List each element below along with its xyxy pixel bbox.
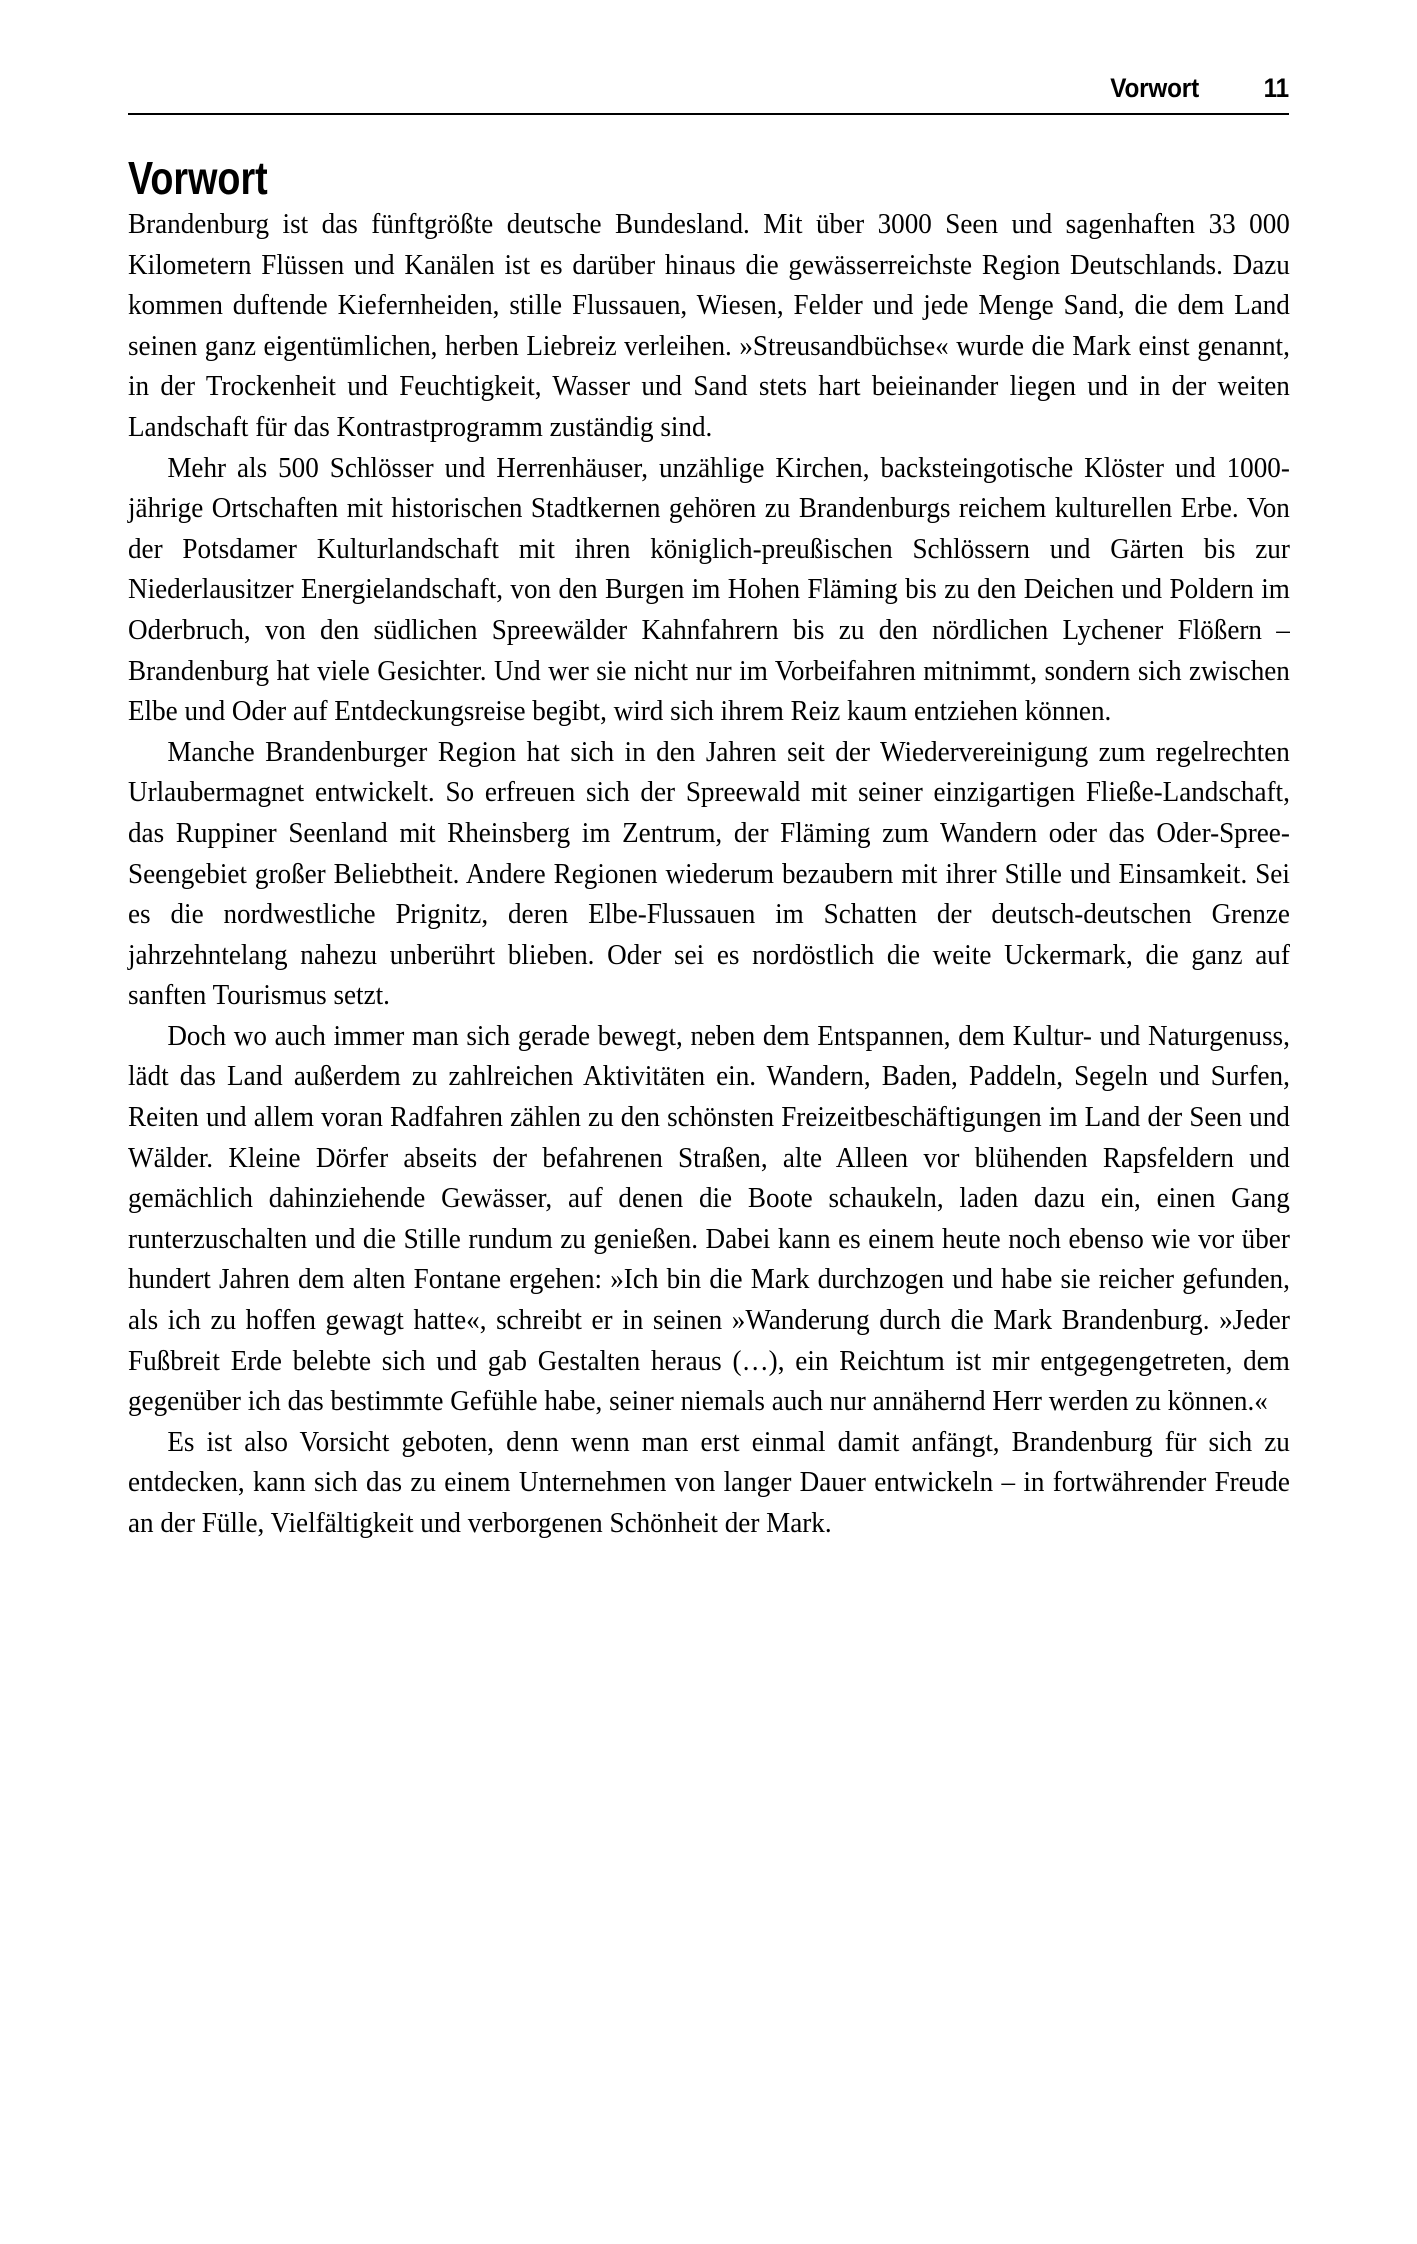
paragraph: Brandenburg ist das fünftgrößte deutsche Bundesland. Mit über 3000 Seen und sagenhaften 33 000 Kilometern Flüssen und Kanälen ist es darüber hinaus die gewässerreichste Region Deutschlands. Dazu kommen duftende Kiefernheiden, stille Flussauen, Wiesen, Felder und jede Menge Sand, die dem Land seinen ganz eigentümlichen, herben Liebreiz verleihen. »Streusandbüchse« wurde die Mark einst genannt, in der Trockenheit und Feuchtigkeit, Wasser und Sand stets hart beieinander liegen und in der weiten Landschaft für das Kontrastprogramm zuständig sind. <box>128 209 1290 443</box>
body-text-column <box>128 205 1290 1545</box>
running-head <box>244 60 1289 104</box>
paragraph: Mehr als 500 Schlösser und Herrenhäuser, unzählige Kirchen, backsteingotische Klöster und 1000-jährige Ortschaften mit historischen Stadtkernen gehören zu Brandenburgs reichem kulturellen Erbe. Von der Potsdamer Kulturlandschaft mit ihren königlich-preußischen Schlössern und Gärten bis zur Niederlausitzer Energielandschaft, von den Burgen im Hohen Fläming bis zu den Deichen und Poldern im Oderbruch, von den südlichen Spreewälder Kahnfahrern bis zu den nördlichen Lychener Flößern – Brandenburg hat viele Gesichter. Und wer sie nicht nur im Vorbeifahren mitnimmt, sondern sich zwischen Elbe und Oder auf Entdeckungsreise begibt, wird sich ihrem Reiz kaum entziehen können. <box>128 452 1290 728</box>
paragraph: Doch wo auch immer man sich gerade bewegt, neben dem Entspannen, dem Kultur- und Naturgenuss, lädt das Land außerdem zu zahlreichen Aktivitäten ein. Wandern, Baden, Paddeln, Segeln und Surfen, Reiten und allem voran Radfahren zählen zu den schönsten Freizeitbeschäftigungen im Land der Seen und Wälder. Kleine Dörfer abseits der befahrenen Straßen, alte Alleen vor blühenden Rapsfeldern und gemächlich dahinziehende Gewässer, auf denen die Boote schaukeln, laden dazu ein, einen Gang runterzuschalten und die Stille rundum zu genießen. Dabei kann es einem heute noch ebenso wie vor über hundert Jahren dem alten Fontane ergehen: »Ich bin die Mark durchzogen und habe sie reicher gefunden, als ich zu hoffen gewagt hatte«, schreibt er in seinen »Wanderung durch die Mark Brandenburg. »Jeder Fußbreit Erde belebte sich und gab Gestalten heraus (…), ein Reichtum ist mir entgegengetreten, dem gegenüber ich das bestimmte Gefühle habe, seiner niemals auch nur annähernd Herr werden zu können.« <box>128 1020 1290 1418</box>
paragraph: Manche Brandenburger Region hat sich in den Jahren seit der Wiedervereinigung zum regelrechten Urlaubermagnet entwickelt. So erfreuen sich der Spreewald mit seiner einzigartigen Fließe-Landschaft, das Ruppiner Seenland mit Rheinsberg im Zentrum, der Fläming zum Wandern oder das Oder-Spree-Seengebiet großer Beliebtheit. Andere Regionen wiederum bezaubern mit ihrer Stille und Einsamkeit. Sei es die nordwestliche Prignitz, deren Elbe-Flussauen im Schatten der deutsch-deutschen Grenze jahrzehntelang nahezu unberührt blieben. Oder sei es nordöstlich die weite Uckermark, die ganz auf sanften Tourismus setzt. <box>128 736 1290 1012</box>
page-number: 11 <box>1263 73 1289 103</box>
paragraph: Es ist also Vorsicht geboten, denn wenn man erst einmal damit anfängt, Brandenburg für sich zu entdecken, kann sich das zu einem Unternehmen von langer Dauer entwickeln – in fortwährender Freude an der Fülle, Vielfältigkeit und verborgenen Schönheit der Mark. <box>128 1426 1290 1539</box>
running-head-title: Vorwort <box>1110 73 1199 103</box>
header-rule-divider <box>128 113 1289 115</box>
page-title: Vorwort <box>128 151 268 204</box>
